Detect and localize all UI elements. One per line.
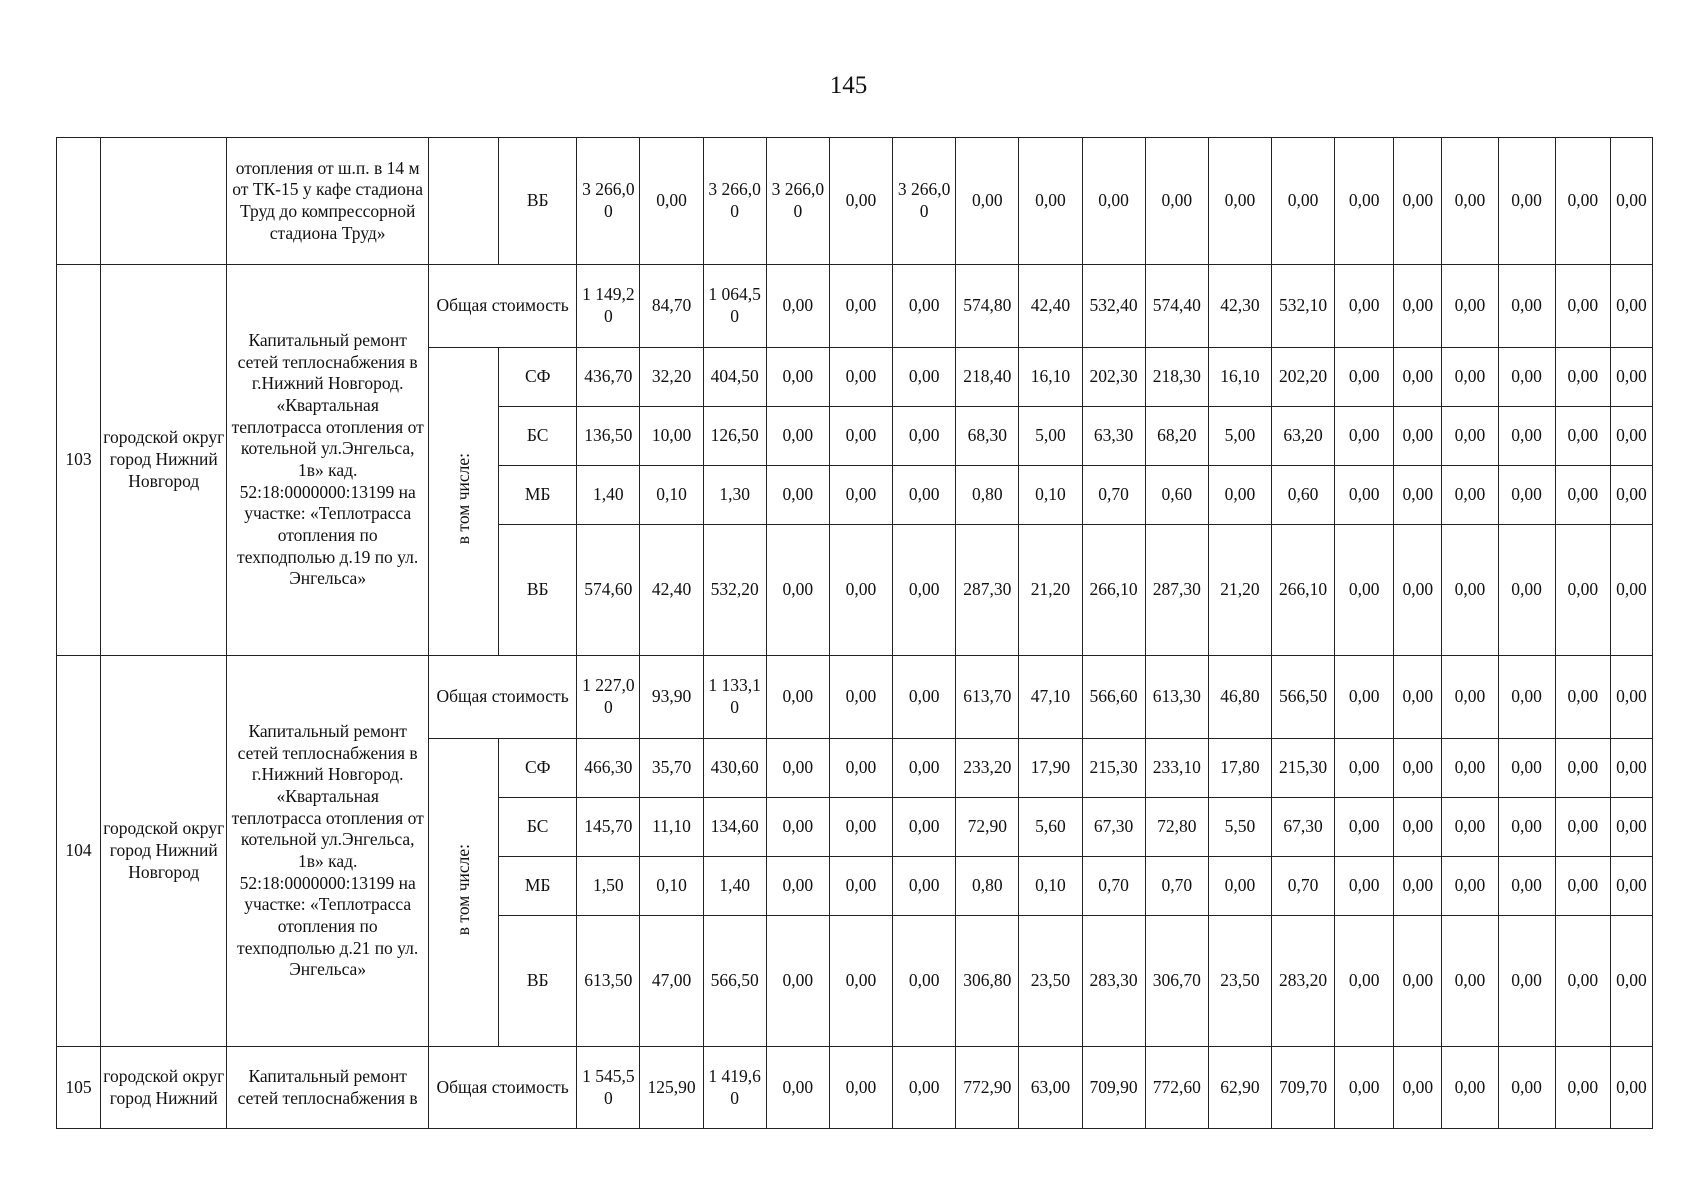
value-cell: 0,00	[1498, 138, 1555, 265]
value-cell: 0,10	[640, 466, 703, 525]
value-cell: 0,00	[1335, 1047, 1394, 1129]
value-cell: 0,00	[893, 265, 956, 348]
value-cell: 266,10	[1272, 525, 1335, 656]
value-cell: 126,50	[703, 407, 766, 466]
value-cell: 0,00	[1555, 1047, 1610, 1129]
value-cell: 566,50	[703, 916, 766, 1047]
value-cell: 145,70	[577, 798, 640, 857]
value-cell: 46,80	[1208, 656, 1271, 739]
value-cell: 574,60	[577, 525, 640, 656]
municipality-cell: городской округ город Нижний Новгород	[101, 265, 227, 656]
value-cell: 3 266,00	[893, 138, 956, 265]
value-cell: 3 266,00	[766, 138, 829, 265]
value-cell: 0,00	[766, 407, 829, 466]
value-cell: 0,00	[766, 1047, 829, 1129]
description-cell: Капитальный ремонт сетей теплоснабжения в	[227, 1047, 429, 1129]
value-cell: 0,00	[1272, 138, 1335, 265]
value-cell: 0,00	[1394, 656, 1442, 739]
value-cell: 0,00	[1610, 857, 1652, 916]
value-cell: 574,80	[956, 265, 1019, 348]
source-label-bs: БС	[499, 798, 577, 857]
value-cell: 0,00	[1394, 916, 1442, 1047]
value-cell: 0,00	[1498, 466, 1555, 525]
value-cell: 0,00	[1442, 1047, 1498, 1129]
value-cell: 17,80	[1208, 739, 1271, 798]
value-cell: 532,10	[1272, 265, 1335, 348]
value-cell: 287,30	[956, 525, 1019, 656]
value-cell: 772,60	[1145, 1047, 1208, 1129]
value-cell: 0,00	[829, 916, 892, 1047]
value-cell: 0,00	[829, 348, 892, 407]
value-cell: 17,90	[1019, 739, 1082, 798]
value-cell: 0,00	[1442, 265, 1498, 348]
value-cell: 0,00	[1610, 739, 1652, 798]
value-cell: 11,10	[640, 798, 703, 857]
value-cell: 0,00	[893, 466, 956, 525]
value-cell: 0,00	[893, 407, 956, 466]
value-cell: 1,30	[703, 466, 766, 525]
value-cell: 613,50	[577, 916, 640, 1047]
value-cell: 42,40	[640, 525, 703, 656]
value-cell: 0,00	[1208, 138, 1271, 265]
value-cell: 1 227,00	[577, 656, 640, 739]
value-cell: 1 133,10	[703, 656, 766, 739]
value-cell: 0,00	[1394, 407, 1442, 466]
blank-cell	[428, 138, 498, 265]
source-label-vb: ВБ	[499, 525, 577, 656]
value-cell: 0,00	[1555, 656, 1610, 739]
table-row	[57, 265, 1653, 348]
value-cell: 218,40	[956, 348, 1019, 407]
value-cell: 0,00	[1610, 138, 1652, 265]
value-cell: 0,00	[1498, 798, 1555, 857]
value-cell: 404,50	[703, 348, 766, 407]
value-cell: 0,70	[1272, 857, 1335, 916]
value-cell: 0,00	[1019, 138, 1082, 265]
value-cell: 0,00	[893, 739, 956, 798]
source-label-mb: МБ	[499, 857, 577, 916]
value-cell: 0,00	[1610, 348, 1652, 407]
value-cell: 42,40	[1019, 265, 1082, 348]
value-cell: 266,10	[1082, 525, 1145, 656]
value-cell: 0,00	[829, 525, 892, 656]
value-cell: 0,00	[1610, 798, 1652, 857]
value-cell: 0,10	[1019, 466, 1082, 525]
value-cell: 0,00	[766, 348, 829, 407]
value-cell: 306,80	[956, 916, 1019, 1047]
value-cell: 0,00	[1394, 857, 1442, 916]
value-cell: 5,00	[1019, 407, 1082, 466]
value-cell: 0,00	[893, 916, 956, 1047]
total-cost-label: Общая стоимость	[428, 265, 576, 348]
value-cell: 0,00	[829, 798, 892, 857]
value-cell: 0,00	[1208, 466, 1271, 525]
value-cell: 67,30	[1082, 798, 1145, 857]
value-cell: 0,70	[1082, 857, 1145, 916]
value-cell: 0,00	[893, 857, 956, 916]
value-cell: 283,30	[1082, 916, 1145, 1047]
value-cell: 215,30	[1082, 739, 1145, 798]
value-cell: 0,00	[1555, 857, 1610, 916]
value-cell: 202,30	[1082, 348, 1145, 407]
row-number-cell	[57, 138, 101, 265]
value-cell: 136,50	[577, 407, 640, 466]
value-cell: 0,00	[893, 525, 956, 656]
value-cell: 0,00	[1335, 138, 1394, 265]
value-cell: 0,00	[1498, 407, 1555, 466]
value-cell: 0,00	[1442, 348, 1498, 407]
value-cell: 0,00	[1394, 466, 1442, 525]
value-cell: 466,30	[577, 739, 640, 798]
value-cell: 23,50	[1019, 916, 1082, 1047]
value-cell: 63,20	[1272, 407, 1335, 466]
value-cell: 0,00	[766, 466, 829, 525]
value-cell: 0,00	[1610, 656, 1652, 739]
description-cell: Капитальный ремонт сетей теплоснабжения в г.Нижний Новгород. «Квартальная теплотрасса отопления от котельной ул.Энгельса, 1в» кад. 52:18:0000000:13199 на участке: «Теплотрасса отопления по техподполью д.19 по ул. Энгельса»	[227, 265, 429, 656]
value-cell: 0,00	[1610, 1047, 1652, 1129]
value-cell: 0,00	[1208, 857, 1271, 916]
value-cell: 772,90	[956, 1047, 1019, 1129]
value-cell: 0,00	[1442, 407, 1498, 466]
source-label-sf: СФ	[499, 348, 577, 407]
value-cell: 125,90	[640, 1047, 703, 1129]
value-cell: 0,00	[829, 656, 892, 739]
value-cell: 72,80	[1145, 798, 1208, 857]
value-cell: 0,00	[1498, 916, 1555, 1047]
value-cell: 709,90	[1082, 1047, 1145, 1129]
table-row	[57, 1047, 1653, 1129]
value-cell: 0,00	[766, 265, 829, 348]
value-cell: 0,00	[1335, 407, 1394, 466]
value-cell: 0,00	[1442, 656, 1498, 739]
value-cell: 1,40	[703, 857, 766, 916]
value-cell: 566,50	[1272, 656, 1335, 739]
source-label-vb: ВБ	[499, 138, 577, 265]
value-cell: 134,60	[703, 798, 766, 857]
value-cell: 5,60	[1019, 798, 1082, 857]
value-cell: 233,10	[1145, 739, 1208, 798]
including-label	[428, 739, 498, 1047]
value-cell: 0,00	[1442, 739, 1498, 798]
value-cell: 0,60	[1272, 466, 1335, 525]
value-cell: 0,00	[1555, 525, 1610, 656]
value-cell: 0,00	[766, 916, 829, 1047]
value-cell: 0,00	[1394, 798, 1442, 857]
value-cell: 1 419,60	[703, 1047, 766, 1129]
value-cell: 566,60	[1082, 656, 1145, 739]
value-cell: 63,30	[1082, 407, 1145, 466]
vertical-label: в том числе:	[452, 844, 473, 936]
value-cell: 1 149,20	[577, 265, 640, 348]
value-cell: 0,00	[1555, 138, 1610, 265]
value-cell: 0,00	[766, 857, 829, 916]
value-cell: 0,00	[893, 1047, 956, 1129]
value-cell: 21,20	[1019, 525, 1082, 656]
page-number: 145	[829, 72, 868, 99]
source-label-vb: ВБ	[499, 916, 577, 1047]
value-cell: 1,40	[577, 466, 640, 525]
value-cell: 0,00	[1498, 348, 1555, 407]
value-cell: 21,20	[1208, 525, 1271, 656]
value-cell: 0,80	[956, 857, 1019, 916]
value-cell: 0,00	[640, 138, 703, 265]
value-cell: 0,00	[1498, 525, 1555, 656]
value-cell: 0,00	[829, 466, 892, 525]
value-cell: 0,00	[1442, 857, 1498, 916]
vertical-label: в том числе:	[452, 453, 473, 545]
value-cell: 47,00	[640, 916, 703, 1047]
value-cell: 1 064,50	[703, 265, 766, 348]
description-cell: отопления от ш.п. в 14 м от ТК-15 у кафе стадиона Труд до компрессорной стадиона Труд»	[227, 138, 429, 265]
value-cell: 0,00	[1610, 265, 1652, 348]
value-cell: 93,90	[640, 656, 703, 739]
value-cell: 0,70	[1082, 466, 1145, 525]
description-cell: Капитальный ремонт сетей теплоснабжения в г.Нижний Новгород. «Квартальная теплотрасса отопления от котельной ул.Энгельса, 1в» кад. 52:18:0000000:13199 на участке: «Теплотрасса отопления по техподполью д.21 по ул. Энгельса»	[227, 656, 429, 1047]
value-cell: 68,20	[1145, 407, 1208, 466]
value-cell: 613,30	[1145, 656, 1208, 739]
value-cell: 0,00	[1394, 138, 1442, 265]
municipality-cell: городской округ город Нижний Новгород	[101, 656, 227, 1047]
row-number-cell: 103	[57, 265, 101, 656]
value-cell: 3 266,00	[577, 138, 640, 265]
value-cell: 0,00	[1555, 916, 1610, 1047]
value-cell: 0,00	[829, 407, 892, 466]
value-cell: 0,00	[766, 525, 829, 656]
value-cell: 0,00	[1498, 1047, 1555, 1129]
total-cost-label: Общая стоимость	[428, 656, 576, 739]
value-cell: 0,00	[1145, 138, 1208, 265]
total-cost-label: Общая стоимость	[428, 1047, 576, 1129]
value-cell: 532,20	[703, 525, 766, 656]
value-cell: 0,00	[1442, 798, 1498, 857]
table-row	[57, 656, 1653, 739]
value-cell: 0,00	[1394, 739, 1442, 798]
value-cell: 0,00	[1442, 916, 1498, 1047]
value-cell: 0,00	[1555, 407, 1610, 466]
value-cell: 1 545,50	[577, 1047, 640, 1129]
value-cell: 23,50	[1208, 916, 1271, 1047]
value-cell: 0,00	[829, 857, 892, 916]
value-cell: 215,30	[1272, 739, 1335, 798]
value-cell: 0,00	[893, 348, 956, 407]
value-cell: 0,00	[1498, 739, 1555, 798]
value-cell: 0,00	[1394, 265, 1442, 348]
value-cell: 0,10	[640, 857, 703, 916]
including-label	[428, 348, 498, 656]
value-cell: 47,10	[1019, 656, 1082, 739]
municipality-cell	[101, 138, 227, 265]
value-cell: 532,40	[1082, 265, 1145, 348]
source-label-sf: СФ	[499, 739, 577, 798]
value-cell: 0,00	[1335, 525, 1394, 656]
value-cell: 16,10	[1208, 348, 1271, 407]
value-cell: 68,30	[956, 407, 1019, 466]
value-cell: 0,00	[1610, 916, 1652, 1047]
value-cell: 0,00	[893, 656, 956, 739]
value-cell: 42,30	[1208, 265, 1271, 348]
value-cell: 67,30	[1272, 798, 1335, 857]
source-label-bs: БС	[499, 407, 577, 466]
value-cell: 5,50	[1208, 798, 1271, 857]
value-cell: 62,90	[1208, 1047, 1271, 1129]
budget-table	[56, 137, 1653, 1129]
value-cell: 436,70	[577, 348, 640, 407]
value-cell: 709,70	[1272, 1047, 1335, 1129]
value-cell: 283,20	[1272, 916, 1335, 1047]
value-cell: 0,00	[1555, 348, 1610, 407]
value-cell: 0,00	[1394, 525, 1442, 656]
value-cell: 0,10	[1019, 857, 1082, 916]
source-label-mb: МБ	[499, 466, 577, 525]
value-cell: 0,00	[1610, 466, 1652, 525]
value-cell: 63,00	[1019, 1047, 1082, 1129]
value-cell: 0,00	[1498, 656, 1555, 739]
value-cell: 0,00	[1610, 525, 1652, 656]
value-cell: 0,00	[1555, 739, 1610, 798]
value-cell: 0,00	[1335, 348, 1394, 407]
table-row	[57, 138, 1653, 265]
value-cell: 35,70	[640, 739, 703, 798]
value-cell: 0,80	[956, 466, 1019, 525]
value-cell: 0,00	[893, 798, 956, 857]
value-cell: 0,00	[1335, 265, 1394, 348]
value-cell: 0,00	[1498, 265, 1555, 348]
value-cell: 0,00	[1394, 348, 1442, 407]
value-cell: 0,00	[1082, 138, 1145, 265]
value-cell: 0,00	[766, 739, 829, 798]
value-cell: 0,00	[1335, 857, 1394, 916]
value-cell: 0,70	[1145, 857, 1208, 916]
value-cell: 430,60	[703, 739, 766, 798]
municipality-cell: городской округ город Нижний	[101, 1047, 227, 1129]
value-cell: 84,70	[640, 265, 703, 348]
value-cell: 16,10	[1019, 348, 1082, 407]
value-cell: 0,00	[829, 265, 892, 348]
value-cell: 0,00	[1335, 656, 1394, 739]
value-cell: 0,00	[1335, 466, 1394, 525]
value-cell: 3 266,00	[703, 138, 766, 265]
value-cell: 0,00	[1335, 739, 1394, 798]
value-cell: 233,20	[956, 739, 1019, 798]
row-number-cell: 105	[57, 1047, 101, 1129]
value-cell: 0,00	[1555, 265, 1610, 348]
value-cell: 0,00	[1610, 407, 1652, 466]
value-cell: 574,40	[1145, 265, 1208, 348]
value-cell: 0,00	[829, 739, 892, 798]
value-cell: 287,30	[1145, 525, 1208, 656]
value-cell: 613,70	[956, 656, 1019, 739]
value-cell: 72,90	[956, 798, 1019, 857]
value-cell: 0,00	[766, 798, 829, 857]
value-cell: 0,00	[1498, 857, 1555, 916]
value-cell: 0,00	[1442, 466, 1498, 525]
value-cell: 0,00	[829, 1047, 892, 1129]
value-cell: 0,60	[1145, 466, 1208, 525]
value-cell: 0,00	[1555, 466, 1610, 525]
value-cell: 32,20	[640, 348, 703, 407]
value-cell: 10,00	[640, 407, 703, 466]
value-cell: 0,00	[1335, 916, 1394, 1047]
value-cell: 0,00	[1394, 1047, 1442, 1129]
value-cell: 0,00	[829, 138, 892, 265]
value-cell: 0,00	[1335, 798, 1394, 857]
value-cell: 5,00	[1208, 407, 1271, 466]
value-cell: 0,00	[1555, 798, 1610, 857]
value-cell: 0,00	[1442, 525, 1498, 656]
row-number-cell: 104	[57, 656, 101, 1047]
value-cell: 202,20	[1272, 348, 1335, 407]
value-cell: 0,00	[766, 656, 829, 739]
value-cell: 218,30	[1145, 348, 1208, 407]
value-cell: 0,00	[956, 138, 1019, 265]
value-cell: 0,00	[1442, 138, 1498, 265]
value-cell: 306,70	[1145, 916, 1208, 1047]
value-cell: 1,50	[577, 857, 640, 916]
